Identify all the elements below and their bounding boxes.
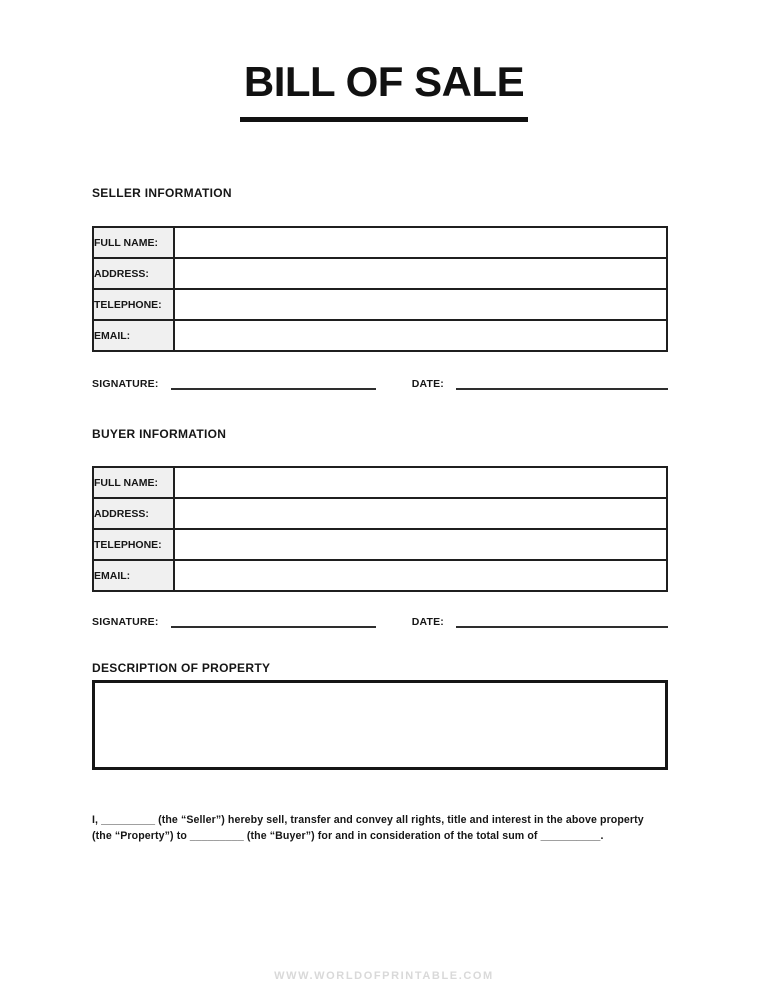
table-row	[93, 560, 667, 591]
buyer-date-group	[412, 612, 668, 628]
seller-telephone-input[interactable]	[174, 289, 667, 320]
seller-info-table	[92, 226, 668, 352]
table-row	[93, 289, 667, 320]
buyer-date-line[interactable]	[456, 612, 668, 628]
legal-statement-line1: I, _________ (the “Seller”) hereby sell, transfer and convey all rights, title and interest in the above property	[92, 814, 644, 826]
buyer-signature-row	[92, 612, 668, 628]
seller-email-input[interactable]	[174, 320, 667, 351]
buyer-address-label: ADDRESS:	[93, 498, 174, 529]
buyer-telephone-input[interactable]	[174, 529, 667, 560]
seller-date-line[interactable]	[456, 374, 668, 390]
buyer-full-name-input[interactable]	[174, 467, 667, 498]
seller-signature-label: SIGNATURE:	[92, 378, 159, 390]
seller-signature-line[interactable]	[171, 374, 376, 390]
table-row	[93, 529, 667, 560]
property-section-heading: DESCRIPTION OF PROPERTY	[92, 661, 271, 675]
buyer-section-heading: BUYER INFORMATION	[92, 427, 227, 441]
seller-email-label: EMAIL:	[93, 320, 174, 351]
seller-section-heading: SELLER INFORMATION	[92, 186, 232, 200]
seller-date-label: DATE:	[411, 378, 444, 390]
seller-telephone-label: TELEPHONE:	[93, 289, 174, 320]
table-row	[93, 227, 667, 258]
page-title: BILL OF SALE	[243, 58, 525, 105]
buyer-full-name-label: FULL NAME:	[93, 467, 174, 498]
buyer-address-input[interactable]	[174, 498, 667, 529]
footer-watermark: WWW.WORLDOFPRINTABLE.COM	[274, 970, 494, 982]
seller-signature-row	[92, 374, 668, 390]
table-row	[93, 258, 667, 289]
buyer-info-table	[92, 466, 668, 592]
table-row	[93, 320, 667, 351]
seller-date-group	[412, 374, 668, 390]
buyer-email-input[interactable]	[174, 560, 667, 591]
seller-address-input[interactable]	[174, 258, 667, 289]
table-row	[93, 467, 667, 498]
buyer-signature-line[interactable]	[171, 612, 376, 628]
legal-statement	[92, 812, 668, 844]
buyer-signature-label: SIGNATURE:	[92, 616, 159, 628]
seller-full-name-label: FULL NAME:	[93, 227, 174, 258]
buyer-date-label: DATE:	[411, 616, 444, 628]
table-row	[93, 498, 667, 529]
legal-statement-line2: (the “Property”) to _________ (the “Buyer”) for and in consideration of the total sum of __________.	[92, 830, 604, 842]
property-description-input[interactable]	[92, 680, 668, 770]
seller-address-label: ADDRESS:	[93, 258, 174, 289]
buyer-email-label: EMAIL:	[93, 560, 174, 591]
seller-full-name-input[interactable]	[174, 227, 667, 258]
title-underline	[240, 117, 528, 122]
buyer-telephone-label: TELEPHONE:	[93, 529, 174, 560]
